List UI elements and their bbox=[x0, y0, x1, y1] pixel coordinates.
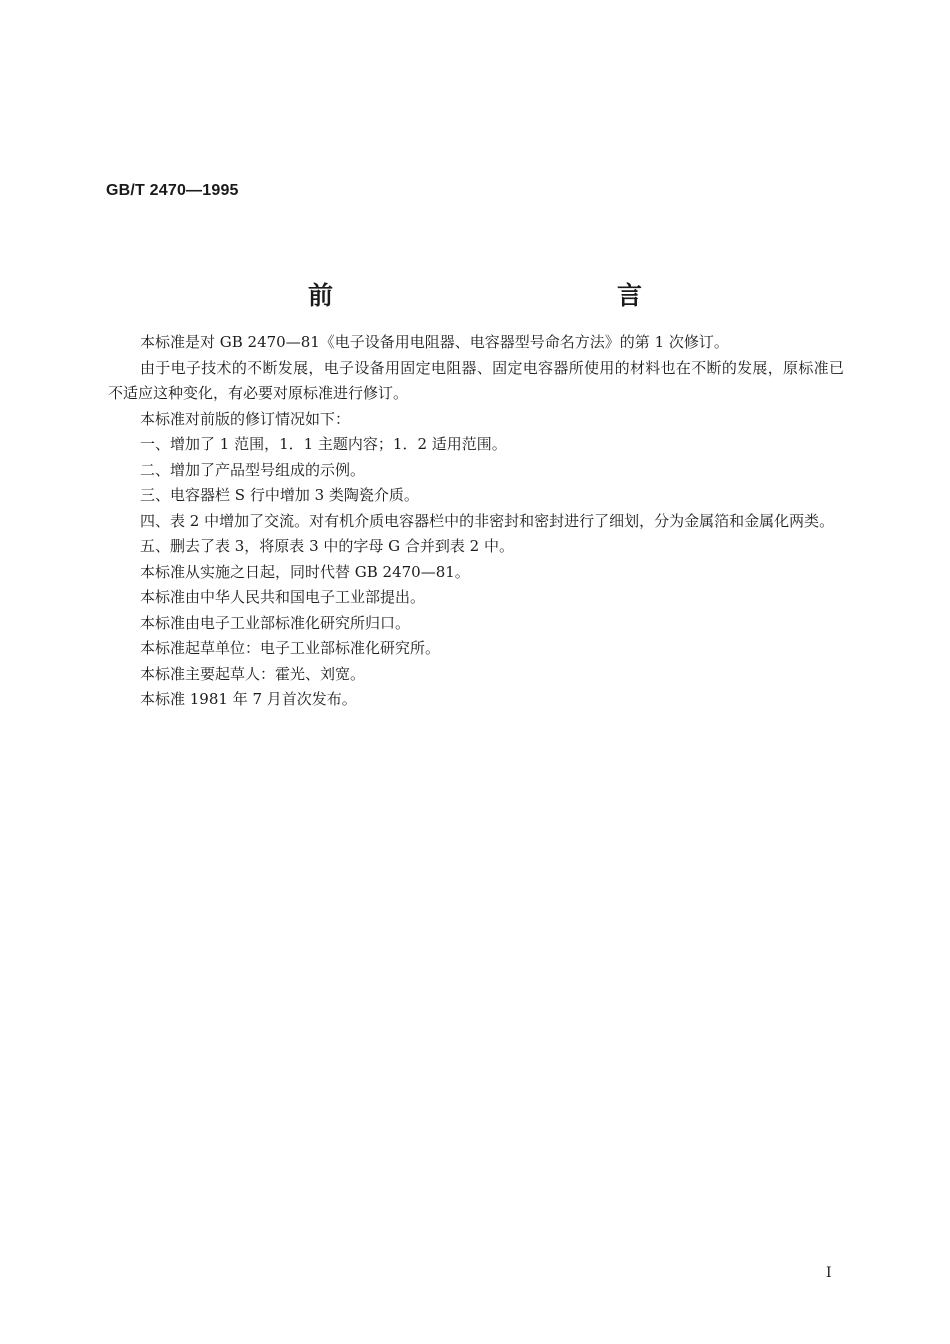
paragraph: 本标准由中华人民共和国电子工业部提出。 bbox=[140, 588, 426, 606]
paragraph: 本标准由电子工业部标准化研究所归口。 bbox=[140, 613, 411, 632]
paragraph: 本标准是对 GB 2470—81《电子设备用电阻器、电容器型号命名方法》的第 1 次修订。 bbox=[140, 333, 729, 351]
paragraph: 由于电子技术的不断发展，电子设备用固定电阻器、固定电容器所使用的材料也在不断的发展，原标准已不适应这种变化，有必要对原标准进行修订。 bbox=[108, 358, 844, 402]
paragraph: 二、增加了产品型号组成的示例。 bbox=[140, 460, 366, 479]
paragraph: 本标准 1981 年 7 月首次发布。 bbox=[140, 690, 357, 708]
foreword-body bbox=[108, 330, 844, 713]
standard-code: GB/T 2470—1995 bbox=[106, 182, 239, 199]
paragraph: 三、电容器栏 S 行中增加 3 类陶瓷介质。 bbox=[140, 486, 419, 504]
paragraph: 一、增加了 1 范围，1．1 主题内容；1．2 适用范围。 bbox=[140, 435, 507, 453]
paragraph: 本标准对前版的修订情况如下： bbox=[140, 409, 351, 428]
paragraph: 本标准从实施之日起，同时代替 GB 2470—81。 bbox=[140, 562, 470, 581]
paragraph: 本标准起草单位：电子工业部标准化研究所。 bbox=[140, 639, 441, 657]
paragraph: 四、表 2 中增加了交流。对有机介质电容器栏中的非密封和密封进行了细划，分为金属箔和金属化两类。 bbox=[140, 511, 835, 530]
paragraph: 五、删去了表 3，将原表 3 中的字母 G 合并到表 2 中。 bbox=[140, 537, 514, 555]
page-title: 前 言 bbox=[307, 281, 720, 310]
page-number: I bbox=[826, 1265, 832, 1281]
paragraph: 本标准主要起草人：霍光、刘宽。 bbox=[140, 664, 366, 683]
